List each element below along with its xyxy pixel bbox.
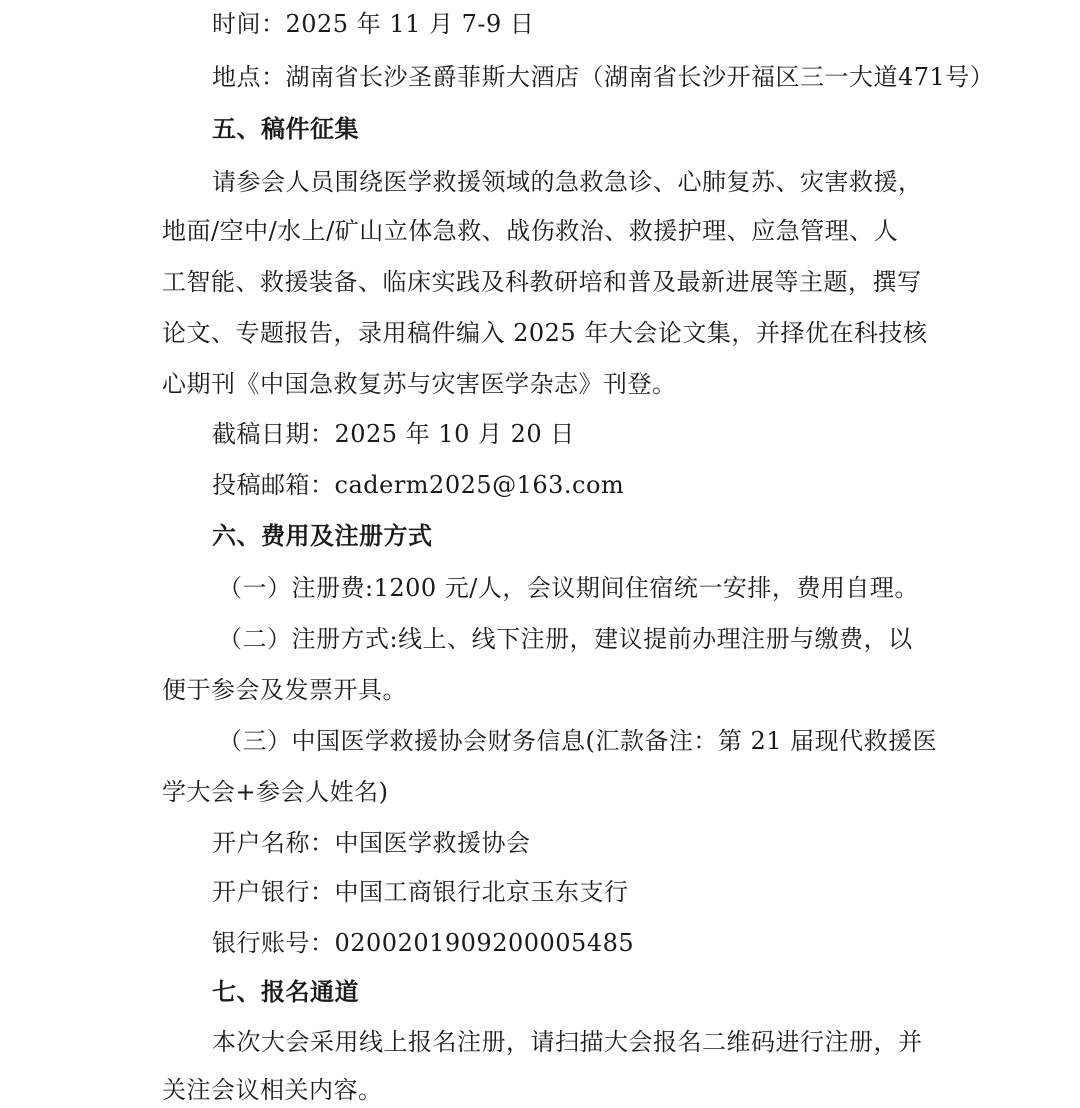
- fee-item-3-line-1: （三）中国医学救援协会财务信息(汇款备注：第 21 届现代救援医: [218, 727, 938, 755]
- section-heading-submissions: 五、稿件征集: [212, 115, 359, 143]
- submission-deadline: 截稿日期：2025 年 10 月 20 日: [212, 420, 575, 448]
- account-name: 开户名称：中国医学救援协会: [212, 829, 531, 857]
- meeting-location: 地点：湖南省长沙圣爵菲斯大酒店（湖南省长沙开福区三一大道471号）: [212, 63, 995, 91]
- bank-name: 开户银行：中国工商银行北京玉东支行: [212, 878, 629, 906]
- registration-paragraph-line-1: 本次大会采用线上报名注册，请扫描大会报名二维码进行注册，并: [212, 1028, 923, 1056]
- submission-paragraph-line: 请参会人员围绕医学救援领域的急救急诊、心肺复苏、灾害救援，: [212, 168, 923, 196]
- section-heading-registration: 七、报名通道: [212, 978, 359, 1006]
- fee-item-2-line-2: 便于参会及发票开具。: [162, 676, 407, 704]
- account-number: 银行账号：0200201909200005485: [212, 929, 635, 957]
- submission-email: 投稿邮箱：caderm2025@163.com: [212, 471, 625, 499]
- submission-paragraph-line: 工智能、救援装备、临床实践及科教研培和普及最新进展等主题，撰写: [162, 268, 922, 296]
- registration-paragraph-line-2: 关注会议相关内容。: [162, 1076, 383, 1104]
- submission-paragraph-line: 论文、专题报告，录用稿件编入 2025 年大会论文集，并择优在科技核: [162, 319, 928, 347]
- fee-item-3-line-2: 学大会+参会人姓名): [162, 778, 389, 806]
- fee-item-2-line-1: （二）注册方式:线上、线下注册，建议提前办理注册与缴费，以: [218, 625, 913, 653]
- submission-paragraph-line: 心期刊《中国急救复苏与灾害医学杂志》刊登。: [162, 370, 677, 398]
- submission-paragraph-line: 地面/空中/水上/矿山立体急救、战伤救治、救援护理、应急管理、人: [162, 217, 899, 245]
- meeting-time: 时间：2025 年 11 月 7-9 日: [212, 10, 535, 38]
- section-heading-fees: 六、费用及注册方式: [212, 522, 433, 550]
- fee-item-1: （一）注册费:1200 元/人，会议期间住宿统一安排，费用自理。: [218, 574, 919, 602]
